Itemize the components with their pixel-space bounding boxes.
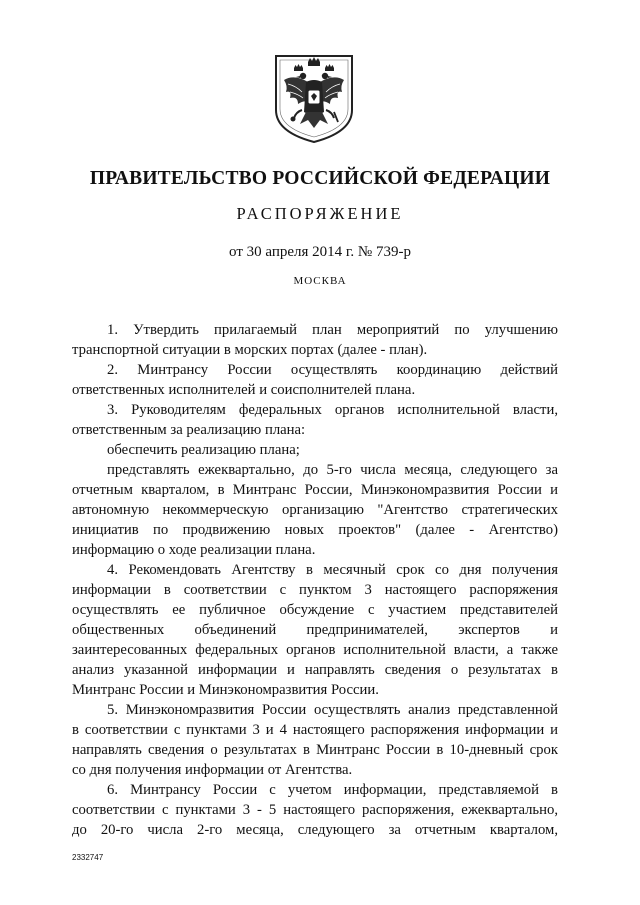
body-line: анализ указанной информации и направлять сведения о результатах в	[72, 662, 558, 678]
body-line: инициатив по продвижению новых проектов" (далее - Агентство)	[72, 522, 558, 538]
body-line: до 20-го числа 2-го месяца, следующего за отчетным кварталом,	[72, 822, 558, 838]
body-line: со дня получения информации от Агентства.	[72, 762, 353, 778]
body-line: 3. Руководителям федеральных органов исполнительной власти,	[107, 402, 558, 418]
body-line: автономную некоммерческую организацию "Агентство стратегических	[72, 502, 558, 518]
body-line: направлять сведения о результатах в Минтранс России в 10-дневный срок	[72, 742, 558, 758]
body-line: отчетным кварталом, в Минтранс России, Минэкономразвития России и	[72, 482, 558, 498]
body-line: ответственным за реализацию плана:	[72, 422, 306, 438]
organization-title: ПРАВИТЕЛЬСТВО РОССИЙСКОЙ ФЕДЕРАЦИИ	[89, 168, 551, 189]
body-line: информацию о ходе реализации плана.	[72, 542, 316, 558]
body-line: Минтранс России и Минэкономразвития России.	[72, 682, 379, 698]
body-line: представлять ежеквартально, до 5-го числа месяца, следующего за	[107, 462, 558, 478]
body-line: общественных объединений предпринимателей, экспертов и	[72, 622, 558, 638]
body-line: соответствии с пунктами 3 - 5 настоящего распоряжения, ежеквартально,	[72, 802, 558, 818]
body-line: в соответствии с пунктами 3 и 4 настоящего распоряжения информации и	[72, 722, 558, 738]
body-line: заинтересованных федеральных органов исполнительной власти, а также	[72, 642, 558, 658]
document-type: РАСПОРЯЖЕНИЕ	[236, 204, 404, 223]
document-date-number: от 30 апреля 2014 г. № 739-р	[229, 244, 411, 260]
body-line: информации в соответствии с пунктом 3 настоящего распоряжения	[72, 582, 558, 598]
body-line: 1. Утвердить прилагаемый план мероприятий по улучшению	[107, 322, 558, 338]
body-line: 2. Минтрансу России осуществлять координацию действий	[107, 362, 558, 378]
body-line: 5. Минэкономразвития России осуществлять анализ представленной	[107, 702, 558, 718]
document-body	[72, 320, 558, 840]
body-line: 6. Минтрансу России с учетом информации, представляемой в	[107, 782, 558, 798]
body-line: транспортной ситуации в морских портах (далее - план).	[72, 342, 428, 358]
body-line: ответственных исполнителей и соисполнителей плана.	[72, 382, 416, 398]
document-code: 2332747	[72, 853, 104, 862]
body-line: 4. Рекомендовать Агентству в месячный срок со дня получения	[107, 562, 558, 578]
body-line: осуществлять ее публичное обсуждение с участием представителей	[72, 602, 558, 618]
body-line: обеспечить реализацию плана;	[107, 442, 300, 458]
russian-coat-of-arms-icon	[272, 52, 356, 144]
document-city: МОСКВА	[293, 275, 347, 287]
